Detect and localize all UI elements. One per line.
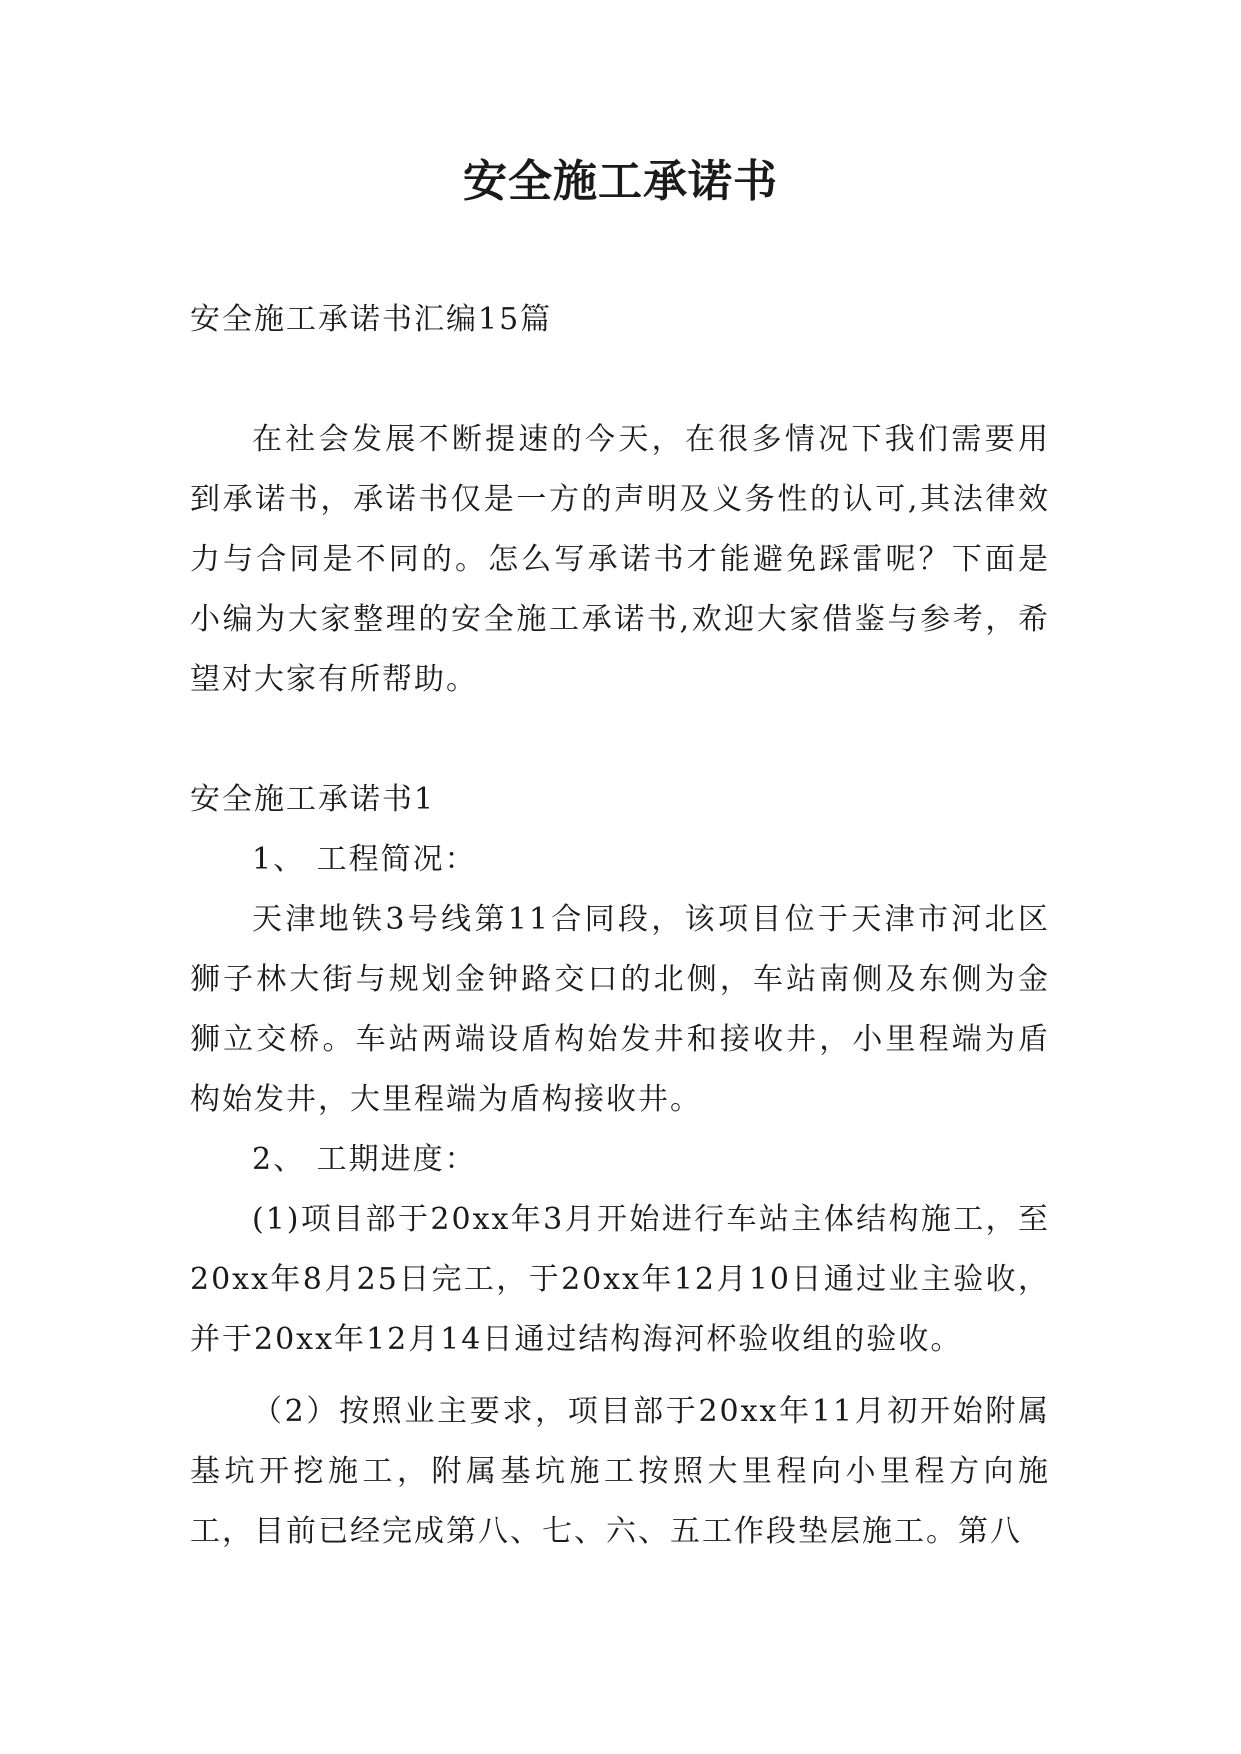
item1-paragraph: 天津地铁3号线第11合同段，该项目位于天津市河北区狮子林大街与规划金钟路交口的北侧，车站南侧及东侧为金狮立交桥。车站两端设盾构始发井和接收井，小里程端为盾构始发井，大里程端为盾构接收井。 (190, 902, 1050, 1117)
item2-heading: 2、 工期进度： (252, 1142, 477, 1177)
document-title: 安全施工承诺书 (463, 156, 778, 207)
section-heading: 安全施工承诺书1 (190, 782, 436, 817)
intro-paragraph: 在社会发展不断提速的今天，在很多情况下我们需要用到承诺书，承诺书仅是一方的声明及义务性的认可,其法律效力与合同是不同的。怎么写承诺书才能避免踩雷呢？下面是小编为大家整理的安全施工承诺书,欢迎大家借鉴与参考，希望对大家有所帮助。 (190, 422, 1050, 697)
item2-paragraph-2: （2）按照业主要求，项目部于20xx年11月初开始附属基坑开挖施工，附属基坑施工按照大里程向小里程方向施工，目前已经完成第八、七、六、五工作段垫层施工。第八 (190, 1394, 1050, 1549)
item2-paragraph-1: (1)项目部于20xx年3月开始进行车站主体结构施工，至20xx年8月25日完工，于20xx年12月10日通过业主验收，并于20xx年12月14日通过结构海河杯验收组的验收。 (190, 1202, 1050, 1357)
document-subtitle: 安全施工承诺书汇编15篇 (190, 302, 553, 337)
item1-heading: 1、 工程简况： (252, 842, 477, 877)
document-body (190, 290, 1050, 1562)
